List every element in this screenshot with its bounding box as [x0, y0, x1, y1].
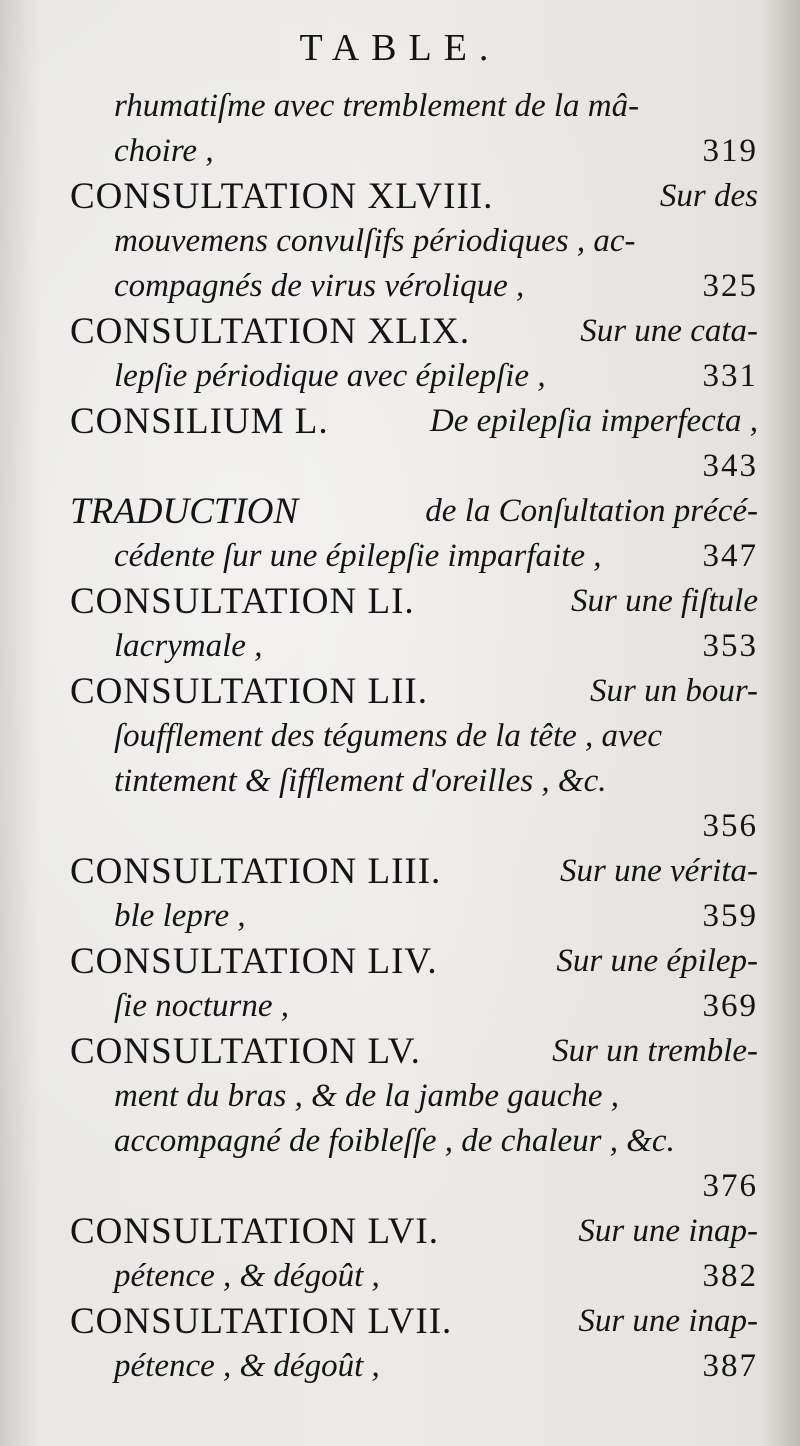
- entry-title: CONSULTATION XLIX.: [70, 311, 471, 352]
- entry-text: accompagné de foibleſſe , de chaleur , &c.: [114, 1123, 675, 1159]
- entry-text: Sur une cata-: [580, 313, 758, 349]
- entry-line: [70, 129, 758, 174]
- entry-line: [70, 1254, 758, 1299]
- page-number: 359: [702, 898, 758, 934]
- entry-title: CONSULTATION LI.: [70, 581, 415, 622]
- entry-text: mouvemens convulſifs périodiques , ac-: [114, 223, 636, 259]
- entry-text: lepſie périodique avec épilepſie ,: [114, 358, 546, 394]
- entry-title-line: [70, 399, 758, 444]
- page-number: 369: [702, 988, 758, 1024]
- entry-title: CONSULTATION LVII.: [70, 1301, 453, 1342]
- entry-text: rhumatiſme avec tremblement de la mâ-: [114, 88, 640, 124]
- entry-title: CONSULTATION XLVIII.: [70, 176, 494, 217]
- entry-title-line: [70, 309, 758, 354]
- entry-text: Sur un tremble-: [552, 1033, 758, 1069]
- entry-text: Sur une inap-: [578, 1303, 758, 1339]
- page-number: 376: [702, 1168, 758, 1204]
- entry-line: [70, 624, 758, 669]
- page-number-line: [70, 804, 758, 849]
- entry-line: [70, 354, 758, 399]
- entry-line: [70, 264, 758, 309]
- entry-text: ſoufflement des tégumens de la tête , avec: [114, 718, 662, 754]
- entry-line: [70, 714, 758, 759]
- entry-title-line: [70, 579, 758, 624]
- page-number-line: [70, 444, 758, 489]
- entry-title-line: [70, 174, 758, 219]
- entry-line: [70, 1074, 758, 1119]
- page-number: 356: [702, 808, 758, 844]
- page-number: 325: [702, 268, 758, 304]
- entry-line: [70, 1119, 758, 1164]
- entry-title: CONSULTATION LV.: [70, 1031, 421, 1072]
- entry-text: Sur une vérita-: [560, 853, 758, 889]
- entry-text: tintement & ſifflement d'oreilles , &c.: [114, 763, 607, 799]
- entry-line: [70, 534, 758, 579]
- entry-title-line: [70, 489, 758, 534]
- entry-title-line: [70, 849, 758, 894]
- entry-title-line: [70, 1209, 758, 1254]
- entry-text: De epilepſia imperfecta ,: [429, 403, 758, 439]
- page-number: 387: [702, 1348, 758, 1384]
- page-number-line: [70, 1164, 758, 1209]
- page-number: 382: [702, 1258, 758, 1294]
- entry-text: Sur des: [659, 178, 758, 214]
- entry-text: Sur une fiſtule: [571, 583, 758, 619]
- page-number: 347: [702, 538, 758, 574]
- table-of-contents: [70, 84, 758, 1389]
- page-number: 343: [702, 448, 758, 484]
- entry-text: compagnés de virus vérolique ,: [114, 268, 525, 304]
- entry-title-line: [70, 939, 758, 984]
- entry-text: cédente ſur une épilepſie imparfaite ,: [114, 538, 602, 574]
- entry-text: Sur une inap-: [578, 1213, 758, 1249]
- entry-text: ſie nocturne ,: [114, 988, 290, 1024]
- entry-text: de la Conſultation précé-: [425, 493, 758, 529]
- entry-line: [70, 984, 758, 1029]
- entry-title-line: [70, 669, 758, 714]
- entry-text: choire ,: [114, 133, 214, 169]
- entry-text: ble lepre ,: [114, 898, 246, 934]
- entry-line: [70, 84, 758, 129]
- entry-text: pétence , & dégoût ,: [114, 1348, 380, 1384]
- entry-title: CONSULTATION LVI.: [70, 1211, 439, 1252]
- entry-text: ment du bras , & de la jambe gauche ,: [114, 1078, 620, 1114]
- page-number: 319: [702, 133, 758, 169]
- entry-title: CONSULTATION LII.: [70, 671, 428, 712]
- entry-title-line: [70, 1029, 758, 1074]
- entry-text: Sur un bour-: [589, 673, 758, 709]
- entry-title: CONSULTATION LIII.: [70, 851, 442, 892]
- entry-line: [70, 894, 758, 939]
- entry-title: TRADUCTION: [70, 491, 299, 532]
- entry-text: pétence , & dégoût ,: [114, 1258, 380, 1294]
- page-number: 331: [702, 358, 758, 394]
- entry-line: [70, 1344, 758, 1389]
- entry-text: lacrymale ,: [114, 628, 263, 664]
- entry-line: [70, 759, 758, 804]
- entry-title: CONSILIUM L.: [70, 401, 329, 442]
- page-header: TABLE.: [299, 27, 501, 69]
- entry-line: [70, 219, 758, 264]
- entry-title-line: [70, 1299, 758, 1344]
- page-number: 353: [702, 628, 758, 664]
- entry-title: CONSULTATION LIV.: [70, 941, 438, 982]
- entry-text: Sur une épilep-: [556, 943, 758, 979]
